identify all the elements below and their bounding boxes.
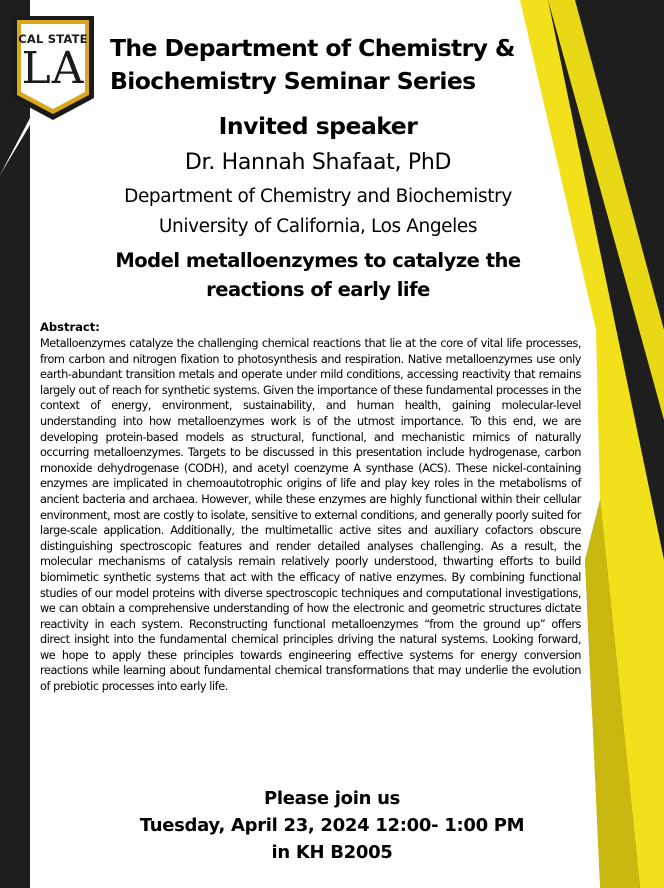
logo-line-cal-state: CAL STATE <box>18 32 88 46</box>
event-date-time: Tuesday, April 23, 2024 12:00- 1:00 PM <box>139 815 525 836</box>
talk-title <box>60 246 576 304</box>
talk-title-line-1: Model metalloenzymes to catalyze the <box>115 249 521 272</box>
seminar-title-line-2: Biochemistry Seminar Series <box>110 67 476 95</box>
seminar-title-line-1: The Department of Chemistry & <box>110 34 515 62</box>
event-location: in KH B2005 <box>271 842 393 863</box>
speaker-department: Department of Chemistry and Biochemistry <box>124 186 512 207</box>
abstract-text: Metalloenzymes catalyze the challenging chemical reactions that lie at the core of vital life processes, from carbon and nitrogen fixation to photosynthesis and respiration. Native metalloenzymes use only earth-abundant transition metals and operate under mild conditions, accessing reactivity that remains largely out of reach for synthetic systems. Given the importance of these fundamental processes in the context of energy, environment, sustainability, and human health, gaining molecular-level understanding into how metalloenzymes work is of the utmost importance. To this end, we are developing protein-based models as structural, functional, and mechanistic mimics of naturally occurring metalloenzymes. Targets to be discussed in this presentation include hydrogenase, carbon monoxide dehydrogenase (CODH), and acetyl coenzyme A synthase (ACS). These nickel-containing enzymes are implicated in chemoautotrophic origins of life and play key roles in the metabolisms of ancient bacteria and archaea. However, while these enzymes are highly functional within their cellular environment, most are costly to isolate, sensitive to external conditions, and generally poorly suited for large-scale application. Additionally, the multimetallic active sites and auxiliary cofactors obscure distinguishing spectroscopic features and render detailed analyses challenging. As a result, the molecular mechanisms of catalysis remain relatively poorly understood, thwarting efforts to build biomimetic synthetic systems that act with the efficacy of native enzymes. By combining functional studies of our model proteins with diverse spectroscopic techniques and computational investigations, we can obtain a comprehensive understanding of how the electronic and geometric structures dictate reactivity in each system. Reconstructing functional metalloenzymes “from the ground up” offers direct insight into the fundamental chemical principles driving the natural systems. Looking forward, we hope to apply these principles towards engineering effective systems for energy conversion reactions while learning about fundamental chemical transformations that may underlie the evolution of prebiotic processes into early life. <box>40 337 581 694</box>
logo-line-la: LA <box>21 43 85 94</box>
join-invitation: Please join us <box>263 788 401 809</box>
seminar-title <box>110 32 590 98</box>
invited-speaker-heading: Invited speaker <box>218 112 418 140</box>
abstract-label: Abstract: <box>40 320 100 334</box>
speaker-name: Dr. Hannah Shafaat, PhD <box>184 150 452 175</box>
talk-title-line-2: reactions of early life <box>206 278 430 301</box>
speaker-university: University of California, Los Angeles <box>158 216 478 237</box>
